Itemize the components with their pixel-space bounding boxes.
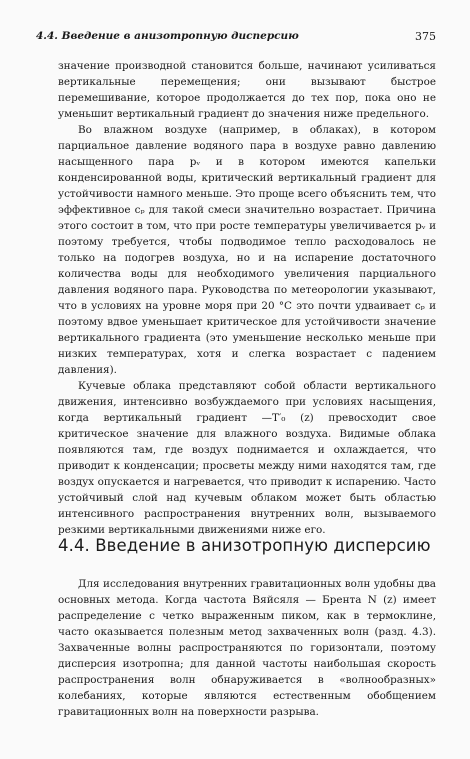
paragraph-methods: Для исследования внутренних гравитационных волн удобны два основных метода. Когда частота Вяйсяля — Брента N (z) имеет распределение с четко выраженным пиком, как в термоклине, часто оказывается полезным метод захваченных волн (разд. 4.3). Захваченные волны распространяются по горизонтали, поэтому дисперсия изотропна; для данной частоты наибольшая скорость распространения волн обнаруживается в «волнообразных» колебаниях, которые являются естественным обобщением гравитационных волн на поверхности разрыва.: [58, 578, 436, 718]
body-text: [58, 58, 436, 538]
section-body: [58, 576, 436, 720]
section-heading: 4.4. Введение в анизотропную дисперсию: [58, 536, 431, 555]
paragraph-continuation: значение производной становится больше, начинают усиливаться вертикальные перемещения; они вызывают быстрое перемешивание, которое продолжается до тех пор, пока оно не уменьшит вертикальный градиент до значения ниже предельного.: [58, 60, 436, 120]
paragraph-moist-air: Во влажном воздухе (например, в облаках), в котором парциальное давление водяного пара в воздухе равно давлению насыщенного пара pᵥ и в котором имеются капельки конденсированной воды, критический вертикальный градиент для устойчивости намного меньше. Это проще всего объяснить тем, что эффективное cₚ для такой смеси значительно возрастает. Причина этого состоит в том, что при росте температуры увеличивается pᵥ и поэтому требуется, чтобы подводимое тепло расходовалось не только на подогрев воздуха, но и на испарение достаточного количества воды для необходимого увеличения парциального давления водяного пара. Руководства по метеорологии указывают, что в условиях на уровне моря при 20 °С это почти удваивает cₚ и поэтому вдвое уменьшает критическое для устойчивости значение вертикального градиента (это уменьшение несколько меньше при низких температурах, хотя и слегка возрастает с падением давления).: [58, 124, 436, 376]
paragraph-cumulus: Кучевые облака представляют собой области вертикального движения, интенсивно возбуждаемого при условиях насыщения, когда вертикальный градиент —T′₀ (z) превосходит свое критическое значение для влажного воздуха. Видимые облака появляются там, где воздух поднимается и охлаждается, что приводит к конденсации; просветы между ними находятся там, где воздух опускается и нагревается, что приводит к испарению. Часто устойчивый слой над кучевым облаком может быть областью интенсивного распространения внутренних волн, вызываемого резкими вертикальными движениями ниже его.: [58, 380, 436, 536]
running-title: 4.4. Введение в анизотропную дисперсию: [36, 30, 299, 42]
page-number: 375: [415, 30, 436, 43]
running-head: [36, 30, 436, 42]
